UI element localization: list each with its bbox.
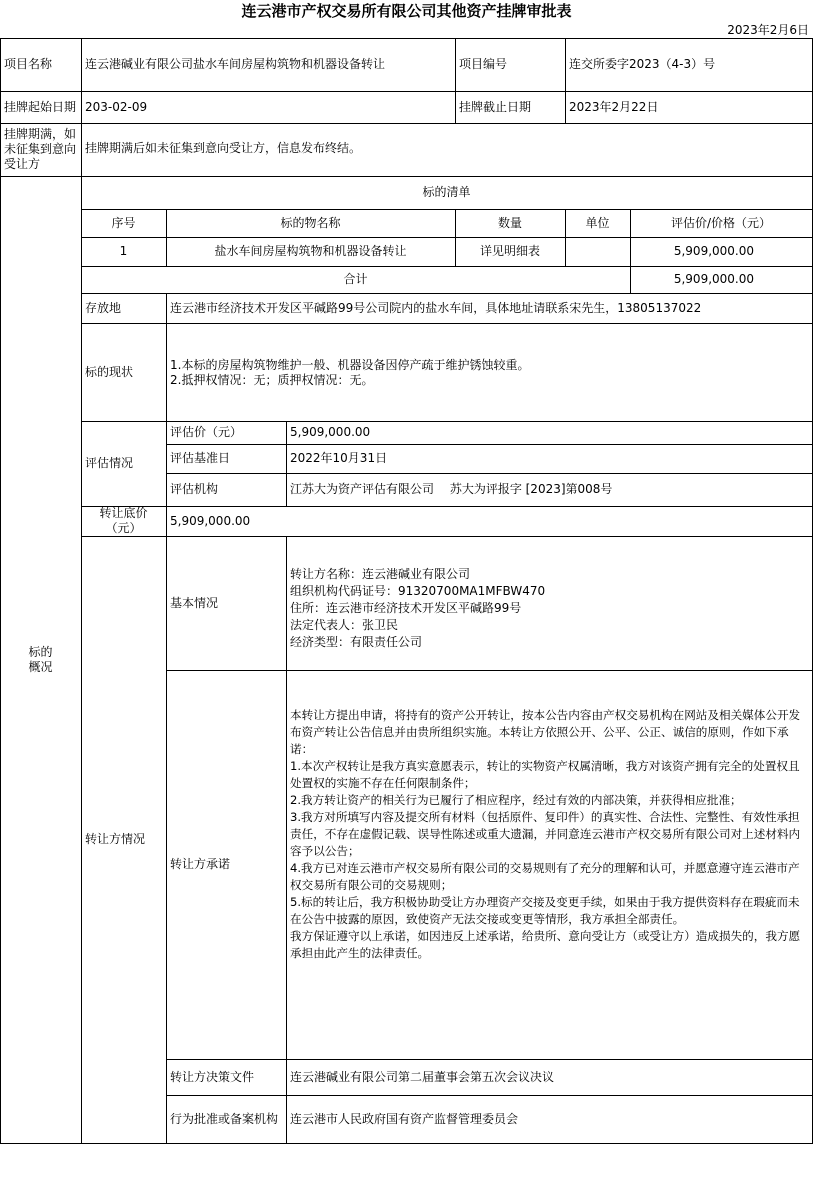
promise-paragraph: 3.我方对所填写内容及提交所有材料（包括原件、复印件）的真实性、合法性、完整性、有效性承担责任，不存在虚假记载、误导性陈述或重大遗漏，并同意连云港市产权交易所有限公司对上述材料内容予以公告； <box>290 810 801 858</box>
form-date: 2023年2月6日 <box>727 23 809 37</box>
list-total-label: 合计 <box>343 272 368 286</box>
list-row-price: 5,909,000.00 <box>673 244 754 258</box>
decision-doc-value: 连云港碱业有限公司第二届董事会第五次会议决议 <box>290 1069 555 1084</box>
list-row-unit <box>565 237 630 266</box>
location-value: 连云港市经济技术开发区平碱路99号公司院内的盐水车间，具体地址请联系宋先生，13805137022 <box>170 300 702 315</box>
project-number-label: 项目编号 <box>459 57 508 71</box>
approval-org-value: 连云港市人民政府国有资产监督管理委员会 <box>290 1111 519 1126</box>
basic-info-line: 住所：连云港市经济技术开发区平碱路99号 <box>290 600 522 615</box>
list-header-price: 评估价/价格（元） <box>670 215 772 230</box>
basic-info-line: 经济类型：有限责任公司 <box>290 634 423 649</box>
list-row-name: 盐水车间房屋构筑物和机器设备转让 <box>214 244 407 258</box>
promise-value <box>286 670 812 1059</box>
basic-info-line: 转让方名称：连云港碱业有限公司 <box>290 566 471 581</box>
basic-info-line: 组织机构代码证号：91320700MA1MFBW470 <box>290 583 546 598</box>
project-number-value: 连交所委字2023（4-3）号 <box>569 57 716 71</box>
listing-end-value: 2023年2月22日 <box>569 99 659 114</box>
promise-label: 转让方承诺 <box>170 857 231 871</box>
list-header-no: 序号 <box>111 215 136 230</box>
appraisal-date-label: 评估基准日 <box>170 451 231 465</box>
status-line: 1.本标的房屋构筑物维护一般、机器设备因停产疏于维护锈蚀较重。 <box>170 358 530 372</box>
basic-info-line: 法定代表人：张卫民 <box>290 617 399 632</box>
listing-start-value: 203-02-09 <box>85 99 148 114</box>
listing-start-label: 挂牌起始日期 <box>4 99 77 114</box>
list-title: 标的清单 <box>422 185 471 199</box>
promise-paragraph: 1.本次产权转让是我方真实意愿表示，转让的实物资产权属清晰，我方对该资产拥有完全的处置权且处置权的实施不存在任何限制条件； <box>290 759 800 790</box>
listing-end-label: 挂牌截止日期 <box>459 99 532 114</box>
status-line: 2.抵押权情况：无；质押权情况：无。 <box>170 373 374 387</box>
list-row-no: 1 <box>119 244 128 258</box>
basic-info-value <box>286 536 812 670</box>
promise-paragraph: 本转让方提出申请，将持有的资产公开转让，按本公告内容由产权交易机构在网站及相关媒体公开发布资产转让公告信息并由贵所组织实施。本转让方依照公开、公平、公正、诚信的原则，作如下承诺： <box>290 708 801 756</box>
listing-expire-label: 挂牌期满，如未征集到意向受让方 <box>4 127 77 171</box>
list-header-qty: 数量 <box>497 215 522 230</box>
list-total-value: 5,909,000.00 <box>673 272 754 286</box>
appraisal-org-label: 评估机构 <box>170 482 219 496</box>
list-header-name: 标的物名称 <box>280 215 341 230</box>
status-label: 标的现状 <box>85 364 134 379</box>
promise-paragraph: 我方保证遵守以上承诺，如因违反上述承诺，给贵所、意向受让方（或受让方）造成损失的，我方愿承担由此产生的法律责任。 <box>290 929 801 960</box>
appraisal-price-label: 评估价（元） <box>170 425 243 439</box>
list-header-unit: 单位 <box>585 215 610 230</box>
project-name-value: 连云港碱业有限公司盐水车间房屋构筑物和机器设备转让 <box>85 57 386 71</box>
approval-org-label: 行为批准或备案机构 <box>170 1111 279 1126</box>
transferor-label: 转让方情况 <box>85 832 146 846</box>
reserve-price-value: 5,909,000.00 <box>170 513 251 528</box>
location-label: 存放地 <box>85 300 122 315</box>
status-value <box>166 323 812 421</box>
appraisal-org-value: 江苏大为资产评估有限公司 苏大为评报字 [2023]第008号 <box>290 482 613 496</box>
reserve-price-label: 转让底价（元） <box>99 506 148 535</box>
listing-expire-value: 挂牌期满后如未征集到意向受让方，信息发布终结。 <box>85 141 362 155</box>
promise-paragraph: 2.我方转让资产的相关行为已履行了相应程序，经过有效的内部决策，并获得相应批准； <box>290 793 742 807</box>
page-title: 连云港市产权交易所有限公司其他资产挂牌审批表 <box>241 2 572 20</box>
promise-paragraph: 5.标的转让后，我方积极协助受让方办理资产交接及变更手续，如果由于我方提供资料存在瑕疵而未在公告中披露的原因，致使资产无法交接或变更等情形，我方承担全部责任。 <box>290 895 800 926</box>
overview-label: 标的概况 <box>28 644 53 674</box>
project-name-label: 项目名称 <box>4 57 53 71</box>
promise-paragraph: 4.我方已对连云港市产权交易所有限公司的交易规则有了充分的理解和认可，并愿意遵守连云港市产权交易所有限公司的交易规则； <box>290 861 800 892</box>
appraisal-date-value: 2022年10月31日 <box>290 451 388 465</box>
decision-doc-label: 转让方决策文件 <box>170 1069 255 1084</box>
appraisal-price-value: 5,909,000.00 <box>290 425 371 439</box>
basic-info-label: 基本情况 <box>170 595 219 610</box>
appraisal-label: 评估情况 <box>85 456 134 470</box>
list-row-qty: 详见明细表 <box>479 244 540 258</box>
